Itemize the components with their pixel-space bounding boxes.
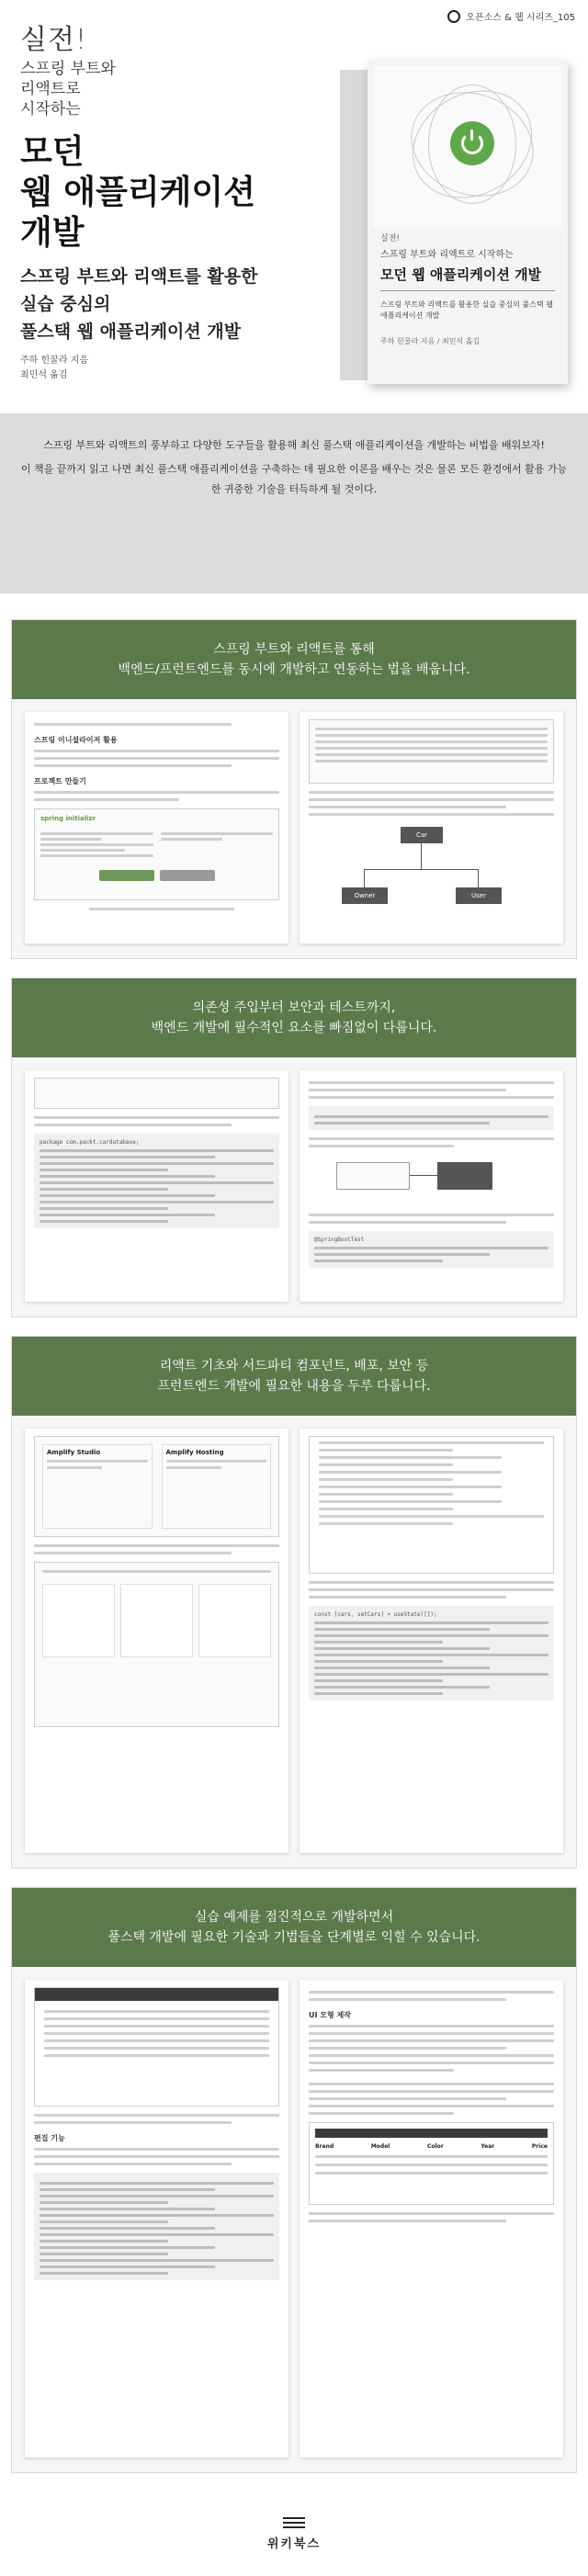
sample-heading: 스프링 이니셜라이저 활용	[34, 736, 118, 744]
section-heading-line: 리액트 기초와 서드파티 컴포넌트, 배포, 보안 등	[159, 1359, 429, 1373]
code-block	[309, 1606, 554, 1700]
book-cover-top-text: 실전!	[380, 234, 400, 243]
sample-page-left	[25, 1070, 288, 1302]
intro-paragraph: 이 책을 끝까지 읽고 나면 최신 풀스택 애플리케이션을 구축하는 데 필요한 이론을 배우는 것은 물론 모든 환경에서 활용 가능한 귀중한 기술을 터득하게 될 것이다.	[20, 463, 568, 495]
sample-page-left	[25, 1429, 288, 1853]
author: 주하 힌꿀라 지음	[20, 356, 88, 366]
code-line: const [cars, setCars] = useState([]);	[314, 1611, 437, 1618]
sample-page-right	[300, 1429, 563, 1853]
diagram-node: User	[456, 887, 502, 904]
generate-button	[99, 870, 154, 881]
section-heading-line: 실습 예제를 점진적으로 개발하면서	[194, 1910, 394, 1925]
section-header	[12, 620, 576, 699]
translator: 최민석 옮김	[20, 370, 68, 380]
publisher-footer	[0, 2491, 588, 2576]
ide-screenshot	[34, 1078, 279, 1109]
hero-main-title	[20, 132, 287, 254]
diagram-node: Car	[401, 827, 443, 843]
series-label: 오픈소스 & 웹 시리즈_105	[466, 13, 575, 23]
book-cover-desc: 스프링 부트와 리액트를 활용한 실습 중심의 풀스택 웹 애플리케이션 개발	[380, 300, 553, 320]
hero-authors	[20, 354, 88, 383]
book-cover-subtitle: 스프링 부트와 리액트로 시작하는	[380, 250, 514, 260]
json-screenshot	[309, 1436, 554, 1574]
hosting-screenshot	[34, 1562, 279, 1727]
section-body	[12, 1057, 576, 1315]
hero-subtitle-line: 리액트로	[20, 80, 81, 98]
sample-heading: 편집 기능	[34, 2134, 65, 2142]
section-heading-line: 백엔드 개발에 필수적인 요소를 빠짐없이 다룹니다.	[151, 1021, 437, 1035]
intro-band	[0, 413, 588, 593]
section-body	[12, 1416, 576, 1866]
hero-title-small: 실전!	[20, 24, 87, 56]
code-block	[34, 2173, 279, 2280]
hero-section	[0, 0, 588, 413]
er-diagram	[309, 823, 554, 924]
sample-heading: 프로젝트 만들기	[34, 777, 86, 785]
hero-subtitle-line: 스프링 부트와	[20, 60, 116, 78]
intro-paragraph: 스프링 부트와 리액트의 풍부하고 다양한 도구들을 활용해 최신 풀스택 애플리케이션을 개발하는 비법을 배워보자!	[43, 439, 545, 451]
column-header: Brand	[315, 2143, 334, 2150]
hero-main-title-line: 모던	[20, 133, 85, 171]
feature-section-1	[11, 619, 577, 959]
book-cover-authors: 주하 힌꿀라 지음 / 최민석 옮김	[380, 337, 481, 345]
sample-heading: UI 모형 제작	[309, 2011, 351, 2019]
book-image	[340, 61, 568, 384]
column-header: Color	[427, 2143, 444, 2150]
car-table-screenshot	[309, 2122, 554, 2205]
feature-section-4	[11, 1887, 577, 2473]
column-header: Year	[481, 2143, 495, 2150]
initializr-screenshot	[34, 808, 279, 900]
code-block	[34, 1134, 279, 1228]
section-heading-line: 프런트엔드 개발에 필요한 내용을 두루 다룹니다.	[157, 1379, 431, 1394]
code-block	[309, 1106, 554, 1130]
hero-main-title-line: 개발	[20, 214, 85, 252]
section-heading-line: 의존성 주입부터 보안과 테스트까지,	[192, 1000, 396, 1015]
hero-desc-line: 풀스택 웹 애플리케이션 개발	[20, 322, 242, 342]
section-header	[12, 978, 576, 1057]
section-heading-line: 백엔드/프런트엔드를 동시에 개발하고 연동하는 법을 배웁니다.	[118, 662, 470, 677]
publisher-name: 위키북스	[266, 2536, 322, 2551]
diagram-node: Owner	[342, 887, 388, 904]
feature-section-2	[11, 977, 577, 1317]
hero-desc-line: 스프링 부트와 리액트를 활용한	[20, 266, 258, 287]
hero-subtitle	[20, 59, 167, 119]
section-header	[12, 1888, 576, 1967]
app-name: Amplify Hosting	[165, 1449, 224, 1456]
book-cover-title: 모던 웹 애플리케이션 개발	[380, 266, 542, 283]
grid-screenshot	[34, 1987, 279, 2107]
flow-diagram	[309, 1153, 554, 1208]
section-heading-line: 스프링 부트와 리액트를 통해	[213, 642, 375, 657]
code-line: @SpringBootTest	[314, 1237, 365, 1243]
book-cover	[368, 61, 568, 384]
section-body	[12, 699, 576, 956]
sample-page-right	[300, 1980, 563, 2457]
book-cover-art	[373, 66, 562, 228]
hero-main-title-line: 웹 애플리케이션	[20, 174, 255, 211]
amplify-screenshot	[34, 1436, 279, 1537]
book-spine	[340, 70, 369, 380]
sample-page-left	[25, 1980, 288, 2457]
wikibooks-lines-icon	[283, 2517, 305, 2528]
sample-page-right	[300, 712, 563, 943]
section-header	[12, 1337, 576, 1416]
book-cover-divider	[380, 290, 555, 291]
code-line: package com.packt.cardatabase;	[40, 1139, 140, 1146]
column-header: Price	[531, 2143, 548, 2150]
column-header: Model	[370, 2143, 390, 2150]
sample-page-right	[300, 1070, 563, 1302]
hero-desc-line: 실습 중심의	[20, 294, 111, 314]
sample-page-left	[25, 712, 288, 943]
explore-button	[160, 870, 215, 881]
app-name: Amplify Studio	[47, 1449, 101, 1456]
code-block	[309, 1231, 554, 1268]
section-heading-line: 풀스택 개발에 필요한 기술과 기법들을 단계별로 익힐 수 있습니다.	[107, 1930, 481, 1945]
spring-power-icon	[450, 121, 494, 165]
feature-section-3	[11, 1336, 577, 1869]
hero-subtitle-line: 시작하는	[20, 100, 81, 119]
table-screenshot	[309, 719, 554, 784]
series-badge	[447, 9, 575, 23]
section-body	[12, 1967, 576, 2470]
hero-description	[20, 263, 333, 345]
initializr-label: spring initializr	[40, 815, 96, 822]
car-table-header	[315, 2143, 548, 2150]
circle-logo-icon	[447, 10, 460, 23]
